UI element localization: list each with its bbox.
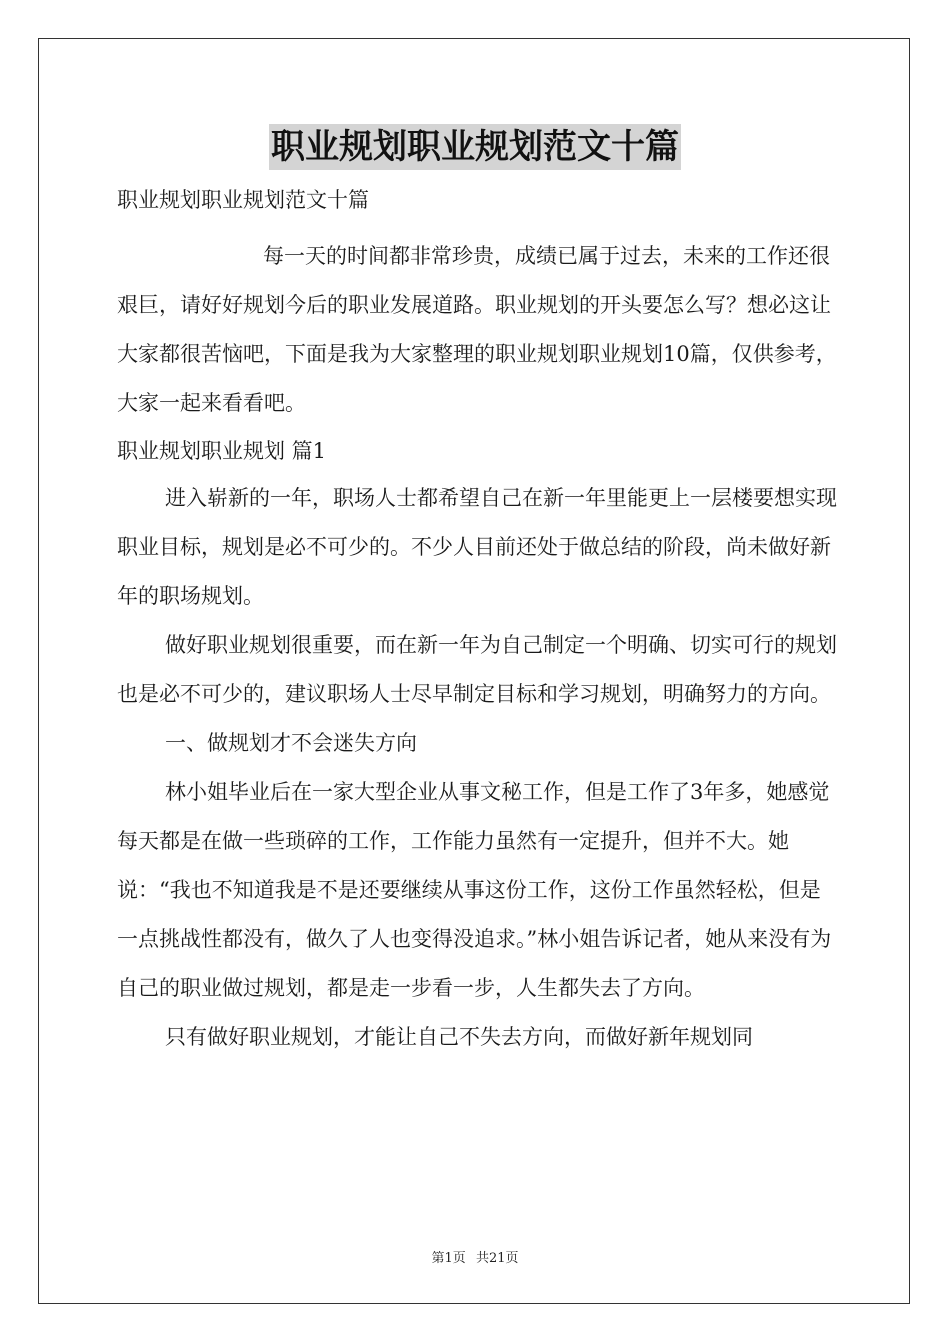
body-paragraph: 做好职业规划很重要，而在新一年为自己制定一个明确、切实可行的规划也是必不可少的，建议职场人士尽早制定目标和学习规划，明确努力的方向。 (117, 633, 837, 706)
intro-paragraph: 每一天的时间都非常珍贵，成绩已属于过去，未来的工作还很艰巨，请好好规划今后的职业发展道路。职业规划的开头要怎么写？想必这让大家都很苦恼吧，下面是我为大家整理的职业规划职业规划10篇，仅供参考，大家一起来看看吧。 (117, 244, 837, 415)
title-area (0, 124, 950, 170)
body-paragraph: 林小姐毕业后在一家大型企业从事文秘工作，但是工作了3年多，她感觉每天都是在做一些琐碎的工作，工作能力虽然有一定提升，但并不大。她说：“我也不知道我是不是还要继续从事这份工作，这份工作虽然轻松，但是一点挑战性都没有，做久了人也变得没追求。”林小姐告诉记者，她从来没有为自己的职业做过规划，都是走一步看一步，人生都失去了方向。 (117, 780, 832, 1000)
body-paragraph: 进入崭新的一年，职场人士都希望自己在新一年里能更上一层楼要想实现职业目标，规划是必不可少的。不少人目前还处于做总结的阶段，尚未做好新年的职场规划。 (117, 486, 837, 608)
page-number: 第1页 (431, 1251, 466, 1266)
document-title: 职业规划职业规划范文十篇 (269, 124, 681, 170)
document-body (117, 180, 837, 1062)
section-heading: 职业规划职业规划 篇1 (117, 439, 327, 463)
body-paragraph: 只有做好职业规划，才能让自己不失去方向，而做好新年规划同 (165, 1025, 753, 1049)
page-total: 共21页 (475, 1251, 519, 1266)
document-subtitle: 职业规划职业规划范文十篇 (117, 188, 369, 212)
page-footer (0, 1247, 950, 1266)
subsection-heading: 一、做规划才不会迷失方向 (165, 731, 417, 755)
